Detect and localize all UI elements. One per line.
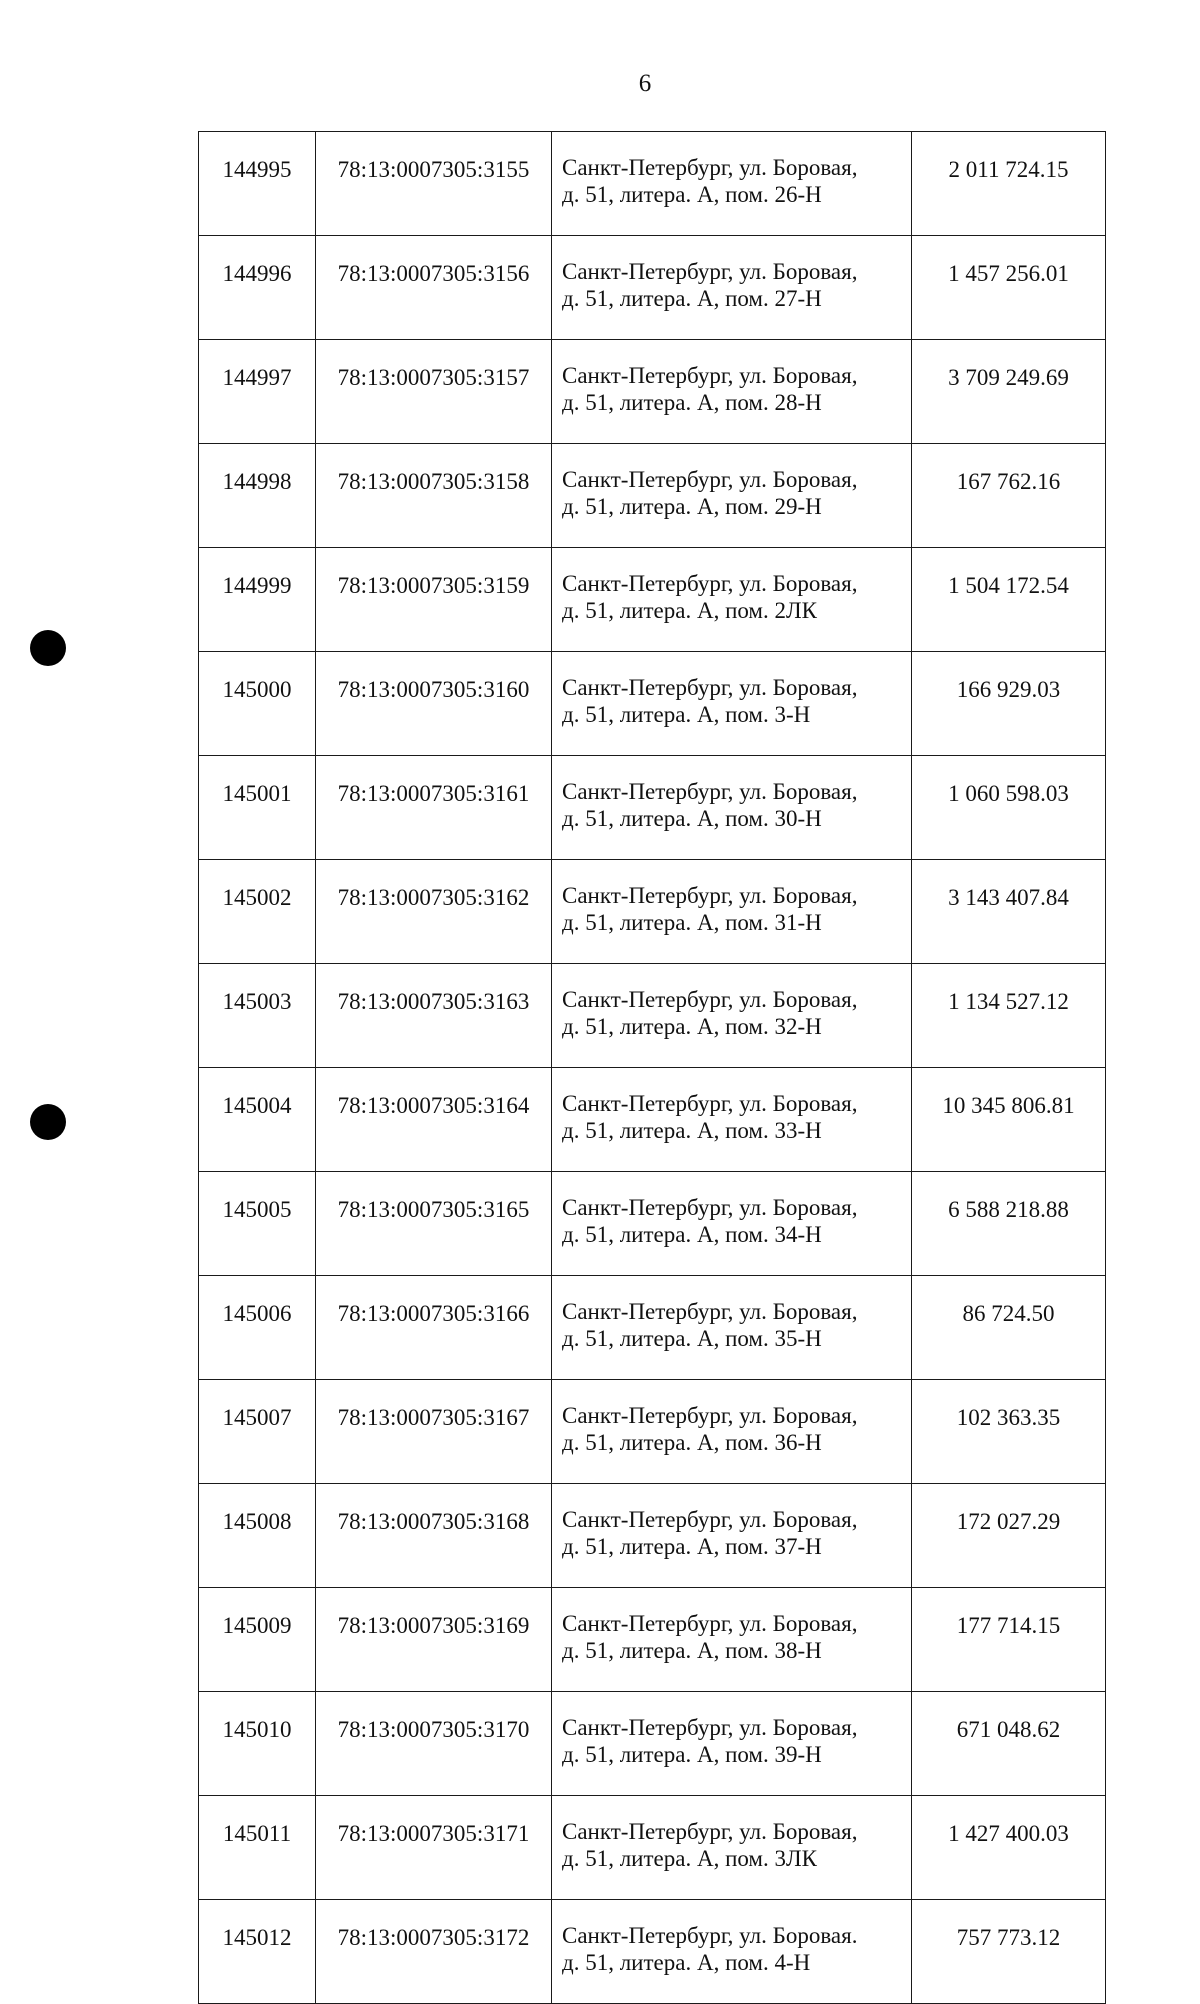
cadastral-value-cell: 1 060 598.03 [912, 756, 1106, 860]
address-line-2: д. 51, литера. А, пом. 35-Н [562, 1326, 822, 1351]
cadastral-number-cell: 78:13:0007305:3162 [316, 860, 552, 964]
address-line-1: Санкт-Петербург, ул. Боровая, [562, 883, 858, 908]
cadastral-number-cell: 78:13:0007305:3159 [316, 548, 552, 652]
table-row [199, 756, 1106, 860]
address-line-1: Санкт-Петербург, ул. Боровая, [562, 987, 858, 1012]
property-registry-table [198, 131, 1106, 2004]
cadastral-number-cell: 78:13:0007305:3164 [316, 1068, 552, 1172]
address-line-2: д. 51, литера. А, пом. 29-Н [562, 494, 822, 519]
cadastral-value-cell: 86 724.50 [912, 1276, 1106, 1380]
table-row [199, 1796, 1106, 1900]
cadastral-value-cell: 172 027.29 [912, 1484, 1106, 1588]
address-line-2: д. 51, литера. А, пом. 34-Н [562, 1222, 822, 1247]
address-cell [552, 756, 912, 860]
address-line-1: Санкт-Петербург, ул. Боровая, [562, 259, 858, 284]
address-line-2: д. 51, литера. А, пом. 4-Н [562, 1950, 811, 1975]
address-cell [552, 1276, 912, 1380]
punch-hole-mark [30, 630, 66, 666]
address-line-1: Санкт-Петербург, ул. Боровая, [562, 1299, 858, 1324]
address-cell [552, 1900, 912, 2004]
cadastral-number-cell: 78:13:0007305:3167 [316, 1380, 552, 1484]
cadastral-value-cell: 1 134 527.12 [912, 964, 1106, 1068]
cadastral-value-cell: 10 345 806.81 [912, 1068, 1106, 1172]
cadastral-value-cell: 167 762.16 [912, 444, 1106, 548]
cadastral-number-cell: 78:13:0007305:3157 [316, 340, 552, 444]
cadastral-value-cell: 3 143 407.84 [912, 860, 1106, 964]
address-cell [552, 964, 912, 1068]
table-row [199, 1172, 1106, 1276]
row-number-cell: 145002 [199, 860, 316, 964]
row-number-cell: 144995 [199, 132, 316, 236]
address-cell [552, 444, 912, 548]
row-number-cell: 145010 [199, 1692, 316, 1796]
address-line-2: д. 51, литера. А, пом. 27-Н [562, 286, 822, 311]
address-cell [552, 1796, 912, 1900]
row-number-cell: 145006 [199, 1276, 316, 1380]
address-line-2: д. 51, литера. А, пом. 36-Н [562, 1430, 822, 1455]
address-line-1: Санкт-Петербург, ул. Боровая, [562, 1403, 858, 1428]
row-number-cell: 144996 [199, 236, 316, 340]
row-number-cell: 145008 [199, 1484, 316, 1588]
cadastral-number-cell: 78:13:0007305:3165 [316, 1172, 552, 1276]
table-row [199, 1068, 1106, 1172]
address-line-1: Санкт-Петербург, ул. Боровая, [562, 675, 858, 700]
address-cell [552, 1380, 912, 1484]
row-number-cell: 145005 [199, 1172, 316, 1276]
cadastral-value-cell: 177 714.15 [912, 1588, 1106, 1692]
table-row [199, 1692, 1106, 1796]
cadastral-number-cell: 78:13:0007305:3171 [316, 1796, 552, 1900]
table-row [199, 652, 1106, 756]
address-line-2: д. 51, литера. А, пом. 39-Н [562, 1742, 822, 1767]
cadastral-value-cell: 1 504 172.54 [912, 548, 1106, 652]
address-line-2: д. 51, литера. А, пом. 30-Н [562, 806, 822, 831]
table-row [199, 236, 1106, 340]
table-row [199, 132, 1106, 236]
row-number-cell: 145003 [199, 964, 316, 1068]
cadastral-number-cell: 78:13:0007305:3168 [316, 1484, 552, 1588]
row-number-cell: 144997 [199, 340, 316, 444]
address-line-2: д. 51, литера. А, пом. 38-Н [562, 1638, 822, 1663]
address-line-2: д. 51, литера. А, пом. 31-Н [562, 910, 822, 935]
address-cell [552, 548, 912, 652]
table-row [199, 340, 1106, 444]
table-row [199, 860, 1106, 964]
table-row [199, 964, 1106, 1068]
cadastral-number-cell: 78:13:0007305:3172 [316, 1900, 552, 2004]
cadastral-value-cell: 3 709 249.69 [912, 340, 1106, 444]
row-number-cell: 145011 [199, 1796, 316, 1900]
cadastral-value-cell: 166 929.03 [912, 652, 1106, 756]
address-line-1: Санкт-Петербург, ул. Боровая, [562, 155, 858, 180]
address-line-1: Санкт-Петербург, ул. Боровая, [562, 779, 858, 804]
row-number-cell: 144998 [199, 444, 316, 548]
cadastral-number-cell: 78:13:0007305:3170 [316, 1692, 552, 1796]
cadastral-value-cell: 1 427 400.03 [912, 1796, 1106, 1900]
cadastral-number-cell: 78:13:0007305:3166 [316, 1276, 552, 1380]
address-line-1: Санкт-Петербург, ул. Боровая, [562, 1715, 858, 1740]
address-line-1: Санкт-Петербург, ул. Боровая, [562, 363, 858, 388]
table-row [199, 1276, 1106, 1380]
table-body [199, 132, 1106, 2004]
table-row [199, 1484, 1106, 1588]
cadastral-number-cell: 78:13:0007305:3160 [316, 652, 552, 756]
cadastral-number-cell: 78:13:0007305:3161 [316, 756, 552, 860]
cadastral-value-cell: 671 048.62 [912, 1692, 1106, 1796]
address-cell [552, 1588, 912, 1692]
address-cell [552, 1484, 912, 1588]
table-row [199, 548, 1106, 652]
address-line-2: д. 51, литера. А, пом. 32-Н [562, 1014, 822, 1039]
address-cell [552, 1068, 912, 1172]
address-cell [552, 860, 912, 964]
cadastral-value-cell: 1 457 256.01 [912, 236, 1106, 340]
row-number-cell: 145012 [199, 1900, 316, 2004]
cadastral-value-cell: 2 011 724.15 [912, 132, 1106, 236]
row-number-cell: 145009 [199, 1588, 316, 1692]
address-cell [552, 340, 912, 444]
cadastral-value-cell: 102 363.35 [912, 1380, 1106, 1484]
cadastral-value-cell: 6 588 218.88 [912, 1172, 1106, 1276]
address-line-1: Санкт-Петербург, ул. Боровая. [562, 1923, 858, 1948]
address-line-1: Санкт-Петербург, ул. Боровая, [562, 1195, 858, 1220]
address-cell [552, 236, 912, 340]
address-line-2: д. 51, литера. А, пом. 26-Н [562, 182, 822, 207]
address-line-1: Санкт-Петербург, ул. Боровая, [562, 1819, 858, 1844]
address-line-1: Санкт-Петербург, ул. Боровая, [562, 1507, 858, 1532]
table-row [199, 1588, 1106, 1692]
cadastral-number-cell: 78:13:0007305:3163 [316, 964, 552, 1068]
address-cell [552, 1692, 912, 1796]
cadastral-number-cell: 78:13:0007305:3169 [316, 1588, 552, 1692]
address-line-2: д. 51, литера. А, пом. 37-Н [562, 1534, 822, 1559]
row-number-cell: 145000 [199, 652, 316, 756]
row-number-cell: 144999 [199, 548, 316, 652]
address-line-2: д. 51, литера. А, пом. 33-Н [562, 1118, 822, 1143]
table-row [199, 1900, 1106, 2004]
address-line-2: д. 51, литера. А, пом. 3-Н [562, 702, 811, 727]
address-line-1: Санкт-Петербург, ул. Боровая, [562, 571, 858, 596]
cadastral-number-cell: 78:13:0007305:3156 [316, 236, 552, 340]
page-number: 6 [638, 70, 652, 97]
address-cell [552, 132, 912, 236]
punch-hole-mark [30, 1104, 66, 1140]
address-cell [552, 1172, 912, 1276]
address-cell [552, 652, 912, 756]
row-number-cell: 145004 [199, 1068, 316, 1172]
address-line-2: д. 51, литера. А, пом. 28-Н [562, 390, 822, 415]
address-line-1: Санкт-Петербург, ул. Боровая, [562, 1611, 858, 1636]
row-number-cell: 145007 [199, 1380, 316, 1484]
cadastral-value-cell: 757 773.12 [912, 1900, 1106, 2004]
address-line-2: д. 51, литера. А, пом. 2ЛК [562, 598, 817, 623]
cadastral-number-cell: 78:13:0007305:3155 [316, 132, 552, 236]
address-line-2: д. 51, литера. А, пом. 3ЛК [562, 1846, 817, 1871]
address-line-1: Санкт-Петербург, ул. Боровая, [562, 467, 858, 492]
cadastral-number-cell: 78:13:0007305:3158 [316, 444, 552, 548]
table-row [199, 1380, 1106, 1484]
address-line-1: Санкт-Петербург, ул. Боровая, [562, 1091, 858, 1116]
table-row [199, 444, 1106, 548]
row-number-cell: 145001 [199, 756, 316, 860]
